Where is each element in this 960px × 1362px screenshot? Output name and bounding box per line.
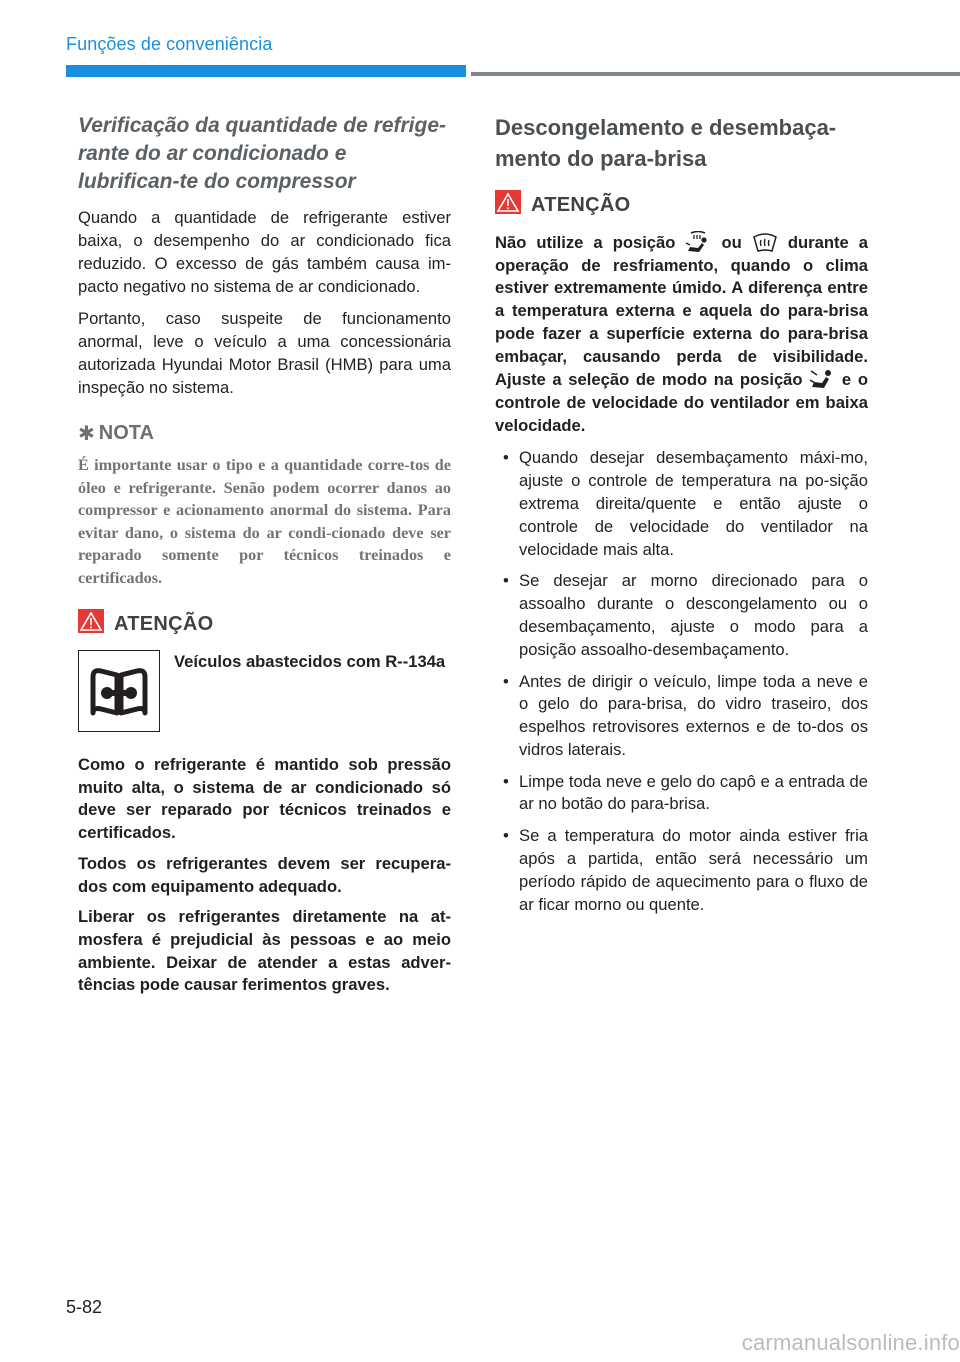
header-title: Funções de conveniência xyxy=(66,34,273,54)
section-heading-refrigerant: Verificação da quantidade de refrige-rante do ar condicionado e lubrifican-te do compressor xyxy=(78,114,446,193)
warning-text-part: Não utilize a posição xyxy=(495,233,676,252)
list-item: • Se a temperatura do motor ainda estiver fria após a partida, então será necessário um período rápido de aquecimento para o fluxo de ar ficar morno ou quente. xyxy=(503,826,868,914)
defrost-tips-list xyxy=(495,447,868,916)
list-item: • Quando desejar desembaçamento máxi-mo, ajuste o controle de temperatura na po-sição extrema direita/quente e então ajuste o controle de velocidade do ventilador na velocidade mais alta. xyxy=(503,448,868,559)
floor-defrost-mode-icon xyxy=(685,231,711,253)
warning-paragraph: Liberar os refrigerantes diretamente na at-mosfera é prejudicial às pessoas e ao meio ambiente. Deixar de atender a estas adver-tências pode causar ferimentos graves. xyxy=(78,907,451,995)
nota-header xyxy=(78,421,451,446)
page-number: 5-82 xyxy=(66,1297,103,1317)
warning-header xyxy=(78,613,451,636)
refrigerant-type-text: Veículos abastecidos com R--134a xyxy=(174,652,446,671)
warning-triangle-icon xyxy=(78,609,104,633)
list-item: • Se desejar ar morno direcionado para o assoalho durante o descongelamento ou o desembaçamento, ajuste o modo para a posição assoalho-desembaçamento. xyxy=(503,571,868,659)
floor-mode-icon xyxy=(809,368,835,390)
warning-title: ATENÇÃO xyxy=(114,613,214,635)
section-heading-defrost: Descongelamento e desembaça-mento do para-brisa xyxy=(495,115,837,171)
left-column xyxy=(78,112,451,1005)
warning-paragraph: Todos os refrigerantes devem ser recupera-dos com equipamento adequado. xyxy=(78,853,451,896)
refrigerant-notice xyxy=(78,650,451,732)
warning-text-part: ou xyxy=(721,233,742,252)
list-item: • Antes de dirigir o veículo, limpe toda a neve e o gelo do para-brisa, do vidro traseiro, dos espelhos retrovisores externos e de to-dos os vidros laterais. xyxy=(503,671,868,759)
nota-text: É importante usar o tipo e a quantidade corre-tos de óleo e refrigerante. Senão podem ocorrer danos ao compressor e acionamento anormal do sistema. Para evitar dano, o sistema do ar condi-cionado deve ser reparado somente por técnicos treinados e certificados. xyxy=(78,456,451,587)
warning-triangle-icon xyxy=(495,190,521,214)
service-manual-icon xyxy=(78,650,160,732)
watermark: carmanualsonline.info xyxy=(741,1330,960,1355)
warning-title: ATENÇÃO xyxy=(531,194,631,216)
paragraph: Quando a quantidade de refrigerante estiver baixa, o desempenho do ar condicionado fica reduzido. O excesso de gás também causa im-pacto negativo no sistema de ar condicionado. xyxy=(78,208,451,296)
asterisk-icon: ✱ xyxy=(78,423,95,445)
warning-paragraph: Como o refrigerante é mantido sob pressão muito alta, o sistema de ar condicionado só deve ser reparado por técnicos treinados e certificados. xyxy=(78,755,451,843)
header-bar-grey xyxy=(471,72,960,76)
windshield-defrost-icon xyxy=(752,231,778,253)
defrost-warning-text xyxy=(495,231,868,437)
nota-title: NOTA xyxy=(98,422,154,444)
warning-text-part: e o controle de velocidade do ventilador em baixa velocidade. xyxy=(495,370,868,435)
warning-header xyxy=(495,194,868,217)
right-column xyxy=(495,112,868,925)
list-item: • Limpe toda neve e gelo do capô e a entrada de ar no botão do para-brisa. xyxy=(503,771,868,814)
header-bar-blue xyxy=(66,65,466,77)
paragraph: Portanto, caso suspeite de funcionamento anormal, leve o veículo a uma concessionária autorizada Hyundai Motor Brasil (HMB) para uma inspeção no sistema. xyxy=(78,309,451,397)
warning-text-part: durante a operação de resfriamento, quando o clima estiver extremamente úmido. A diferença entre a temperatura externa e aquela do para-brisa pode fazer a superfície externa do para-brisa embaçar, causando perda de visibilidade. Ajuste a seleção de modo na posição xyxy=(495,233,868,390)
